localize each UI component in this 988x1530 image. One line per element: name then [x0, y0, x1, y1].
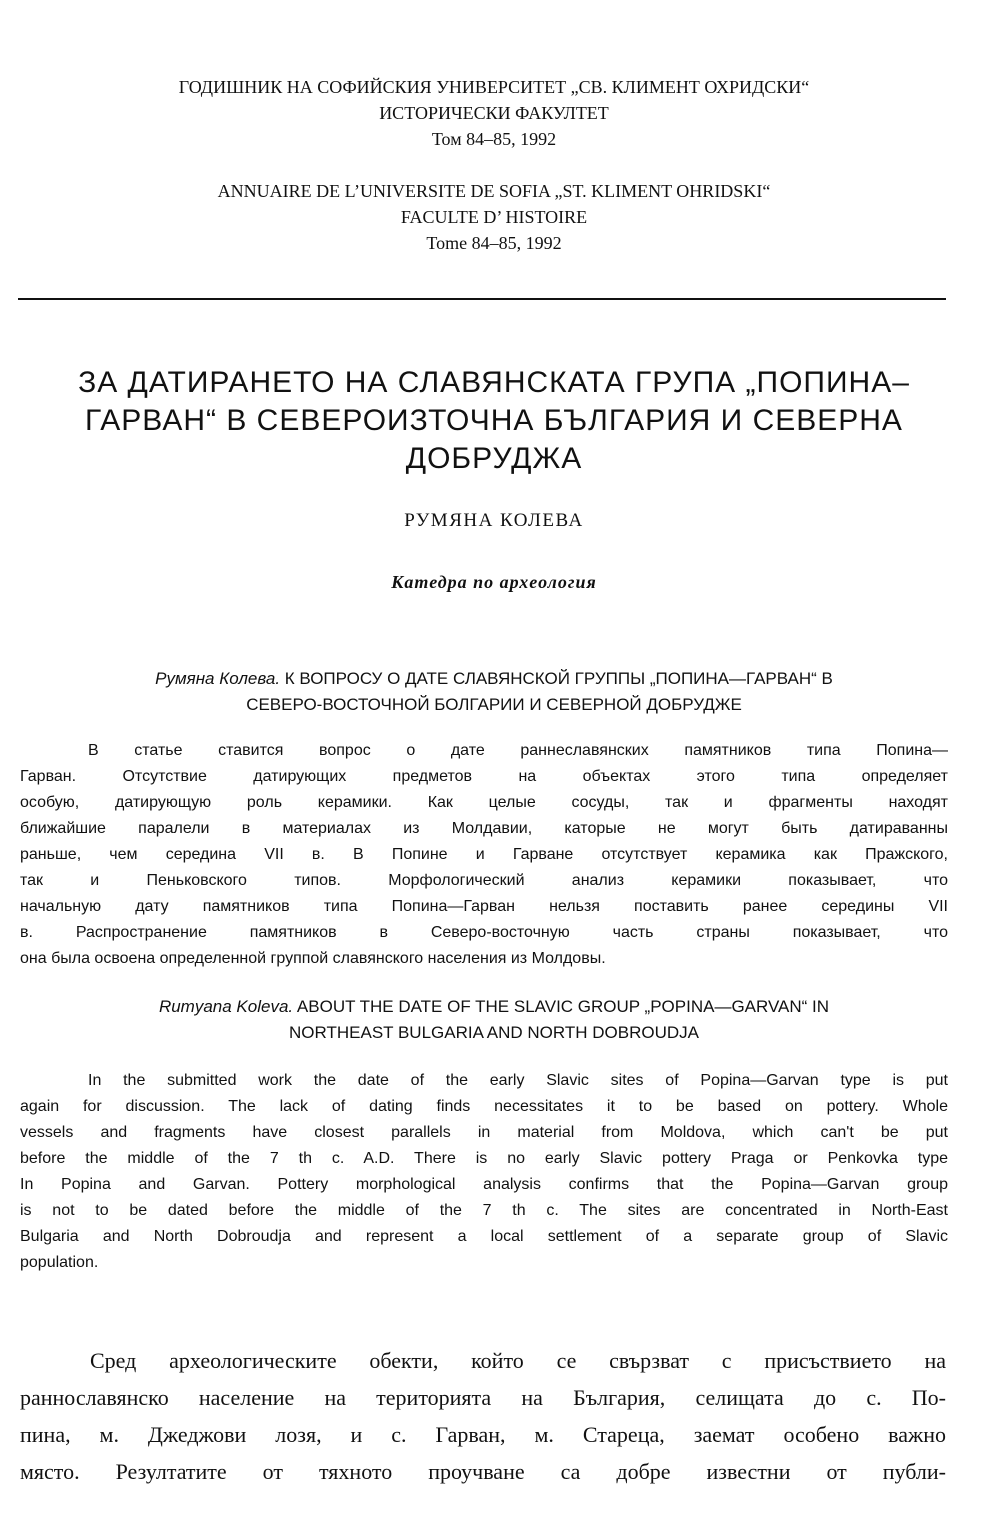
abstract-ru-author: Румяна Колева.	[155, 669, 281, 688]
body-line: място. Резултатите от тяхното проучване са добре известни от публи-	[20, 1459, 946, 1484]
abstract-en-line: before the middle of the 7 th c. A.D. There is no early Slavic pottery Praga or Penkovka type	[20, 1150, 948, 1167]
article-title	[30, 364, 958, 478]
article-author: РУМЯНА КОЛЕВА	[404, 510, 584, 531]
body-line: раннославянско население на територията на България, селищата до с. По-	[20, 1385, 946, 1410]
abstract-en-line: Bulgaria and North Dobroudja and represent a local settlement of a separate group of Slavic	[20, 1228, 948, 1245]
abstract-ru-title-part: К ВОПРОСУ О ДАТЕ СЛАВЯНСКОЙ ГРУППЫ „ПОПИНА—ГАРВАН“ В	[284, 669, 833, 688]
masthead-bg-volume: Том 84–85, 1992	[431, 129, 557, 149]
abstract-ru-line: раньше, чем середина VII в. В Попине и Гарване отсутствует керамика как Пражского,	[20, 846, 948, 863]
masthead-bg-faculty: ИСТОРИЧЕСКИ ФАКУЛТЕТ	[379, 103, 609, 123]
abstract-ru-line: Гарван. Отсутствие датирующих предметов на объектах этого типа определяет	[20, 768, 948, 785]
abstract-ru-line: она была освоена определенной группой славянского населения из Молдовы.	[20, 950, 606, 967]
abstract-ru-line: так и Пеньковского типов. Морфологический анализ керамики показывает, что	[20, 872, 948, 889]
title-line: ЗА ДАТИРАНЕТО НА СЛАВЯНСКАТА ГРУПА „ПОПИНА–	[78, 366, 910, 399]
masthead-french	[60, 178, 928, 256]
abstract-en-line: again for discussion. The lack of dating finds necessitates it to be based on pottery. Whole	[20, 1098, 948, 1115]
masthead-fr-university: ANNUAIRE DE L’UNIVERSITE DE SOFIA „ST. KLIMENT OHRIDSKI“	[217, 181, 771, 201]
abstract-en-line: In Popina and Garvan. Pottery morphological analysis confirms that the Popina—Garvan group	[20, 1176, 948, 1193]
abstract-en-heading-line	[20, 994, 968, 1020]
abstract-ru-heading-line	[20, 666, 968, 692]
abstract-ru-line: в. Распространение памятников в Северо-восточную часть страны показывает, что	[20, 924, 948, 941]
header-divider	[18, 298, 946, 300]
body-line: Сред археологическите обекти, който се свързват с присъствието на	[90, 1348, 946, 1373]
author-department: Катедра по археология	[391, 572, 597, 592]
body-line: пина, м. Джеджови лозя, и с. Гарван, м. Стареца, заемат особено важно	[20, 1422, 946, 1447]
abstract-ru-line: особую, датирующую роль керамики. Как целые сосуды, так и фрагменты находят	[20, 794, 948, 811]
abstract-ru-heading	[20, 666, 968, 718]
body-text	[20, 1342, 946, 1490]
abstract-en-line: population.	[20, 1254, 99, 1271]
abstract-ru-line: В статье ставится вопрос о дате раннеславянских памятников типа Попина—	[88, 742, 948, 759]
abstract-en-line: In the submitted work the date of the early Slavic sites of Popina—Garvan type is put	[88, 1072, 948, 1089]
masthead-fr-volume: Tome 84–85, 1992	[426, 233, 562, 253]
abstract-ru-text	[20, 738, 948, 972]
title-line: ГАРВАН“ В СЕВЕРОИЗТОЧНА БЪЛГАРИЯ И СЕВЕРНА	[85, 404, 903, 437]
masthead-bg-university: ГОДИШНИК НА СОФИЙСКИЯ УНИВЕРСИТЕТ „СВ. КЛИМЕНТ ОХРИДСКИ“	[178, 77, 810, 97]
abstract-ru-heading-line: СЕВЕРО-ВОСТОЧНОЙ БОЛГАРИИ И СЕВЕРНОЙ ДОБРУДЖЕ	[246, 695, 742, 714]
masthead-fr-faculty: FACULTE D’ HISTOIRE	[400, 207, 588, 227]
abstract-ru-line: начальную дату памятников типа Попина—Гарван нельзя поставить ранее середины VII	[20, 898, 948, 915]
abstract-en-author: Rumyana Koleva.	[158, 997, 294, 1016]
abstract-en-text	[20, 1068, 948, 1276]
masthead-bulgarian	[60, 74, 928, 152]
abstract-ru-line: ближайшие паралели в материалах из Молдавии, каторые не могут быть датираванны	[20, 820, 948, 837]
title-line: ДОБРУДЖА	[405, 442, 583, 475]
abstract-en-heading-line: NORTHEAST BULGARIA AND NORTH DOBROUDJA	[289, 1023, 699, 1042]
abstract-en-heading	[20, 994, 968, 1046]
abstract-en-line: vessels and fragments have closest parallels in material from Moldova, which can't be put	[20, 1124, 948, 1141]
abstract-en-line: is not to be dated before the middle of the 7 th c. The sites are concentrated in North-East	[20, 1202, 948, 1219]
abstract-en-title-part: ABOUT THE DATE OF THE SLAVIC GROUP „POPINA—GARVAN“ IN	[296, 997, 830, 1016]
